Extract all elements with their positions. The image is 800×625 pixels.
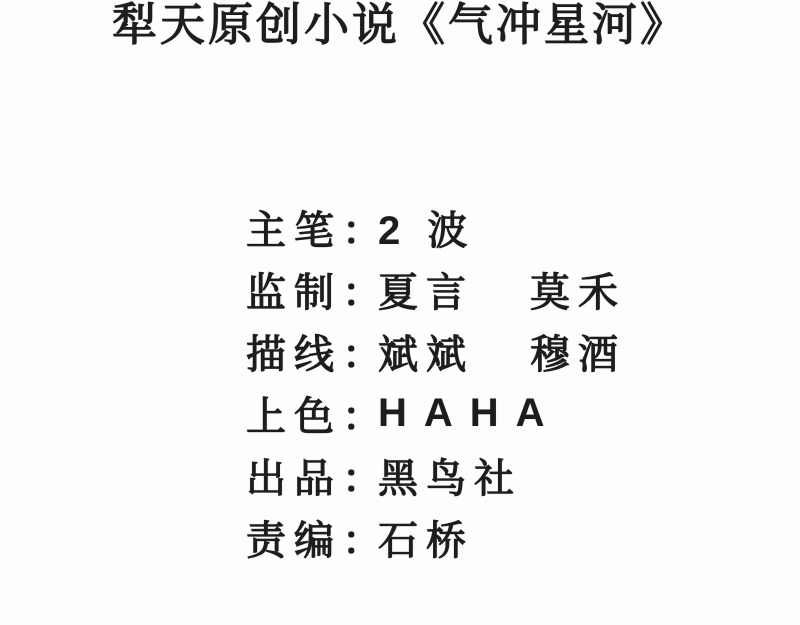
credit-role-label: 主笔： — [246, 208, 390, 253]
credit-name: 穆酒 — [530, 332, 626, 377]
credit-row-artist — [246, 196, 626, 258]
credit-name: 2 波 — [378, 208, 476, 253]
credit-row-supervisor — [246, 258, 626, 320]
page-title: 犁天原创小说《气冲星河》 — [111, 0, 689, 50]
credit-row-producer — [246, 444, 626, 506]
credit-role-label: 监制： — [246, 270, 390, 315]
credit-row-coloring — [246, 382, 626, 444]
credit-name: 斌斌 — [378, 332, 474, 377]
credit-name: 莫禾 — [530, 270, 626, 315]
credit-name: 石桥 — [378, 518, 474, 563]
credit-row-lineart — [246, 320, 626, 382]
credit-name: 黑鸟社 — [378, 456, 522, 501]
credit-name: 夏言 — [378, 270, 474, 315]
credit-role-label: 描线： — [246, 332, 390, 377]
credits-block — [246, 196, 626, 568]
credit-name: HAHA — [378, 390, 562, 435]
credit-role-label: 出品： — [246, 456, 390, 501]
credit-role-label: 责编： — [246, 518, 390, 563]
credit-row-editor — [246, 506, 626, 568]
credit-role-label: 上色： — [246, 394, 390, 439]
